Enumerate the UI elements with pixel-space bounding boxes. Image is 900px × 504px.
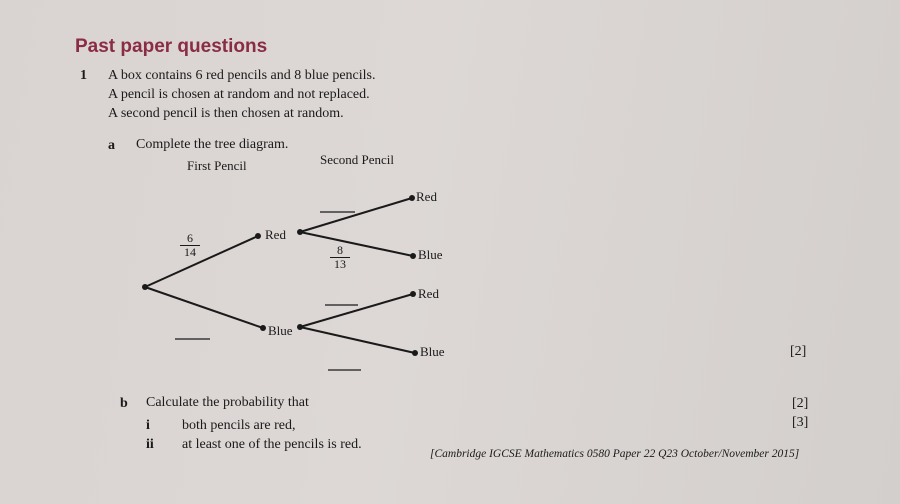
- part-b-ii-marks: [3]: [792, 415, 809, 430]
- part-b-i-label: i: [146, 418, 150, 433]
- question-number: 1: [80, 68, 87, 83]
- branch-red-red: [300, 198, 412, 232]
- fraction-red-blue-numerator: 8: [330, 244, 350, 258]
- branch-blue-red: [300, 294, 413, 327]
- node-label-blue-red: Red: [418, 286, 439, 301]
- question-line-1: A box contains 6 red pencils and 8 blue pencils.: [108, 68, 376, 83]
- part-a-label: a: [108, 138, 115, 153]
- node-label-red-blue: Blue: [418, 247, 443, 262]
- node-label-red-red: Red: [416, 189, 437, 204]
- part-b-ii-label: ii: [146, 437, 154, 452]
- first-pencil-header: First Pencil: [187, 158, 247, 173]
- branch-blue-blue: [300, 327, 415, 353]
- fraction-first-red: [180, 232, 200, 259]
- part-b-i-text: both pencils are red,: [182, 418, 296, 433]
- branch-first-blue: [145, 287, 263, 328]
- part-b-i-marks: [2]: [792, 396, 809, 411]
- node-label-first-blue: Blue: [268, 323, 293, 338]
- node-first-red: [255, 233, 261, 239]
- node-blue-red: [410, 291, 416, 297]
- node-second-origin-red: [297, 229, 303, 235]
- root-node: [142, 284, 148, 290]
- fraction-first-red-denominator: 14: [184, 245, 196, 259]
- node-first-blue: [260, 325, 266, 331]
- node-second-origin-blue: [297, 324, 303, 330]
- fraction-red-blue-denominator: 13: [334, 257, 346, 271]
- part-b-ii-text: at least one of the pencils is red.: [182, 437, 362, 452]
- node-label-blue-blue: Blue: [420, 344, 445, 359]
- part-a-marks: [2]: [790, 344, 807, 359]
- second-pencil-header: Second Pencil: [320, 152, 395, 167]
- source-citation: [Cambridge IGCSE Mathematics 0580 Paper 22 Q23 October/November 2015]: [430, 448, 800, 460]
- part-a-instruction: Complete the tree diagram.: [136, 137, 289, 152]
- fraction-first-red-numerator: 6: [180, 232, 200, 246]
- part-b-instruction: Calculate the probability that: [146, 395, 309, 410]
- node-red-blue: [410, 253, 416, 259]
- node-red-red: [409, 195, 415, 201]
- part-b-label: b: [120, 396, 128, 411]
- branch-red-blue: [300, 232, 413, 256]
- section-heading: Past paper questions: [75, 36, 268, 57]
- node-blue-blue: [412, 350, 418, 356]
- question-line-2: A pencil is chosen at random and not replaced.: [108, 87, 370, 102]
- node-label-first-red: Red: [265, 227, 286, 242]
- question-line-3: A second pencil is then chosen at random.: [108, 106, 344, 121]
- fraction-red-blue: [330, 244, 350, 271]
- branch-first-red: [145, 236, 258, 287]
